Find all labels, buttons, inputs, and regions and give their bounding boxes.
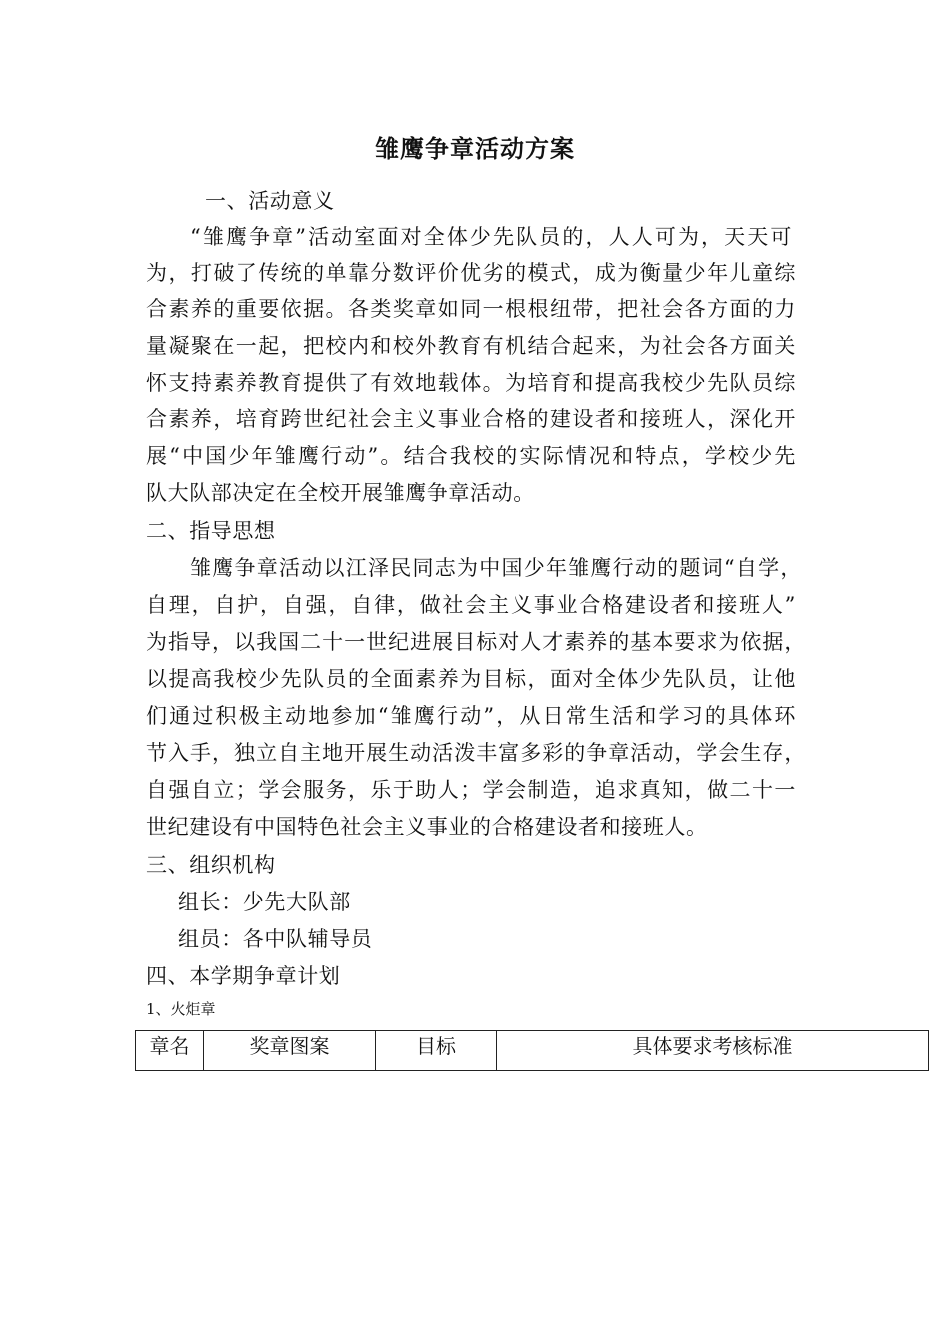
paragraph-line: 为指导，以我国二十一世纪进展目标对人才素养的基本要求为依据， <box>146 630 806 654</box>
paragraph-line: 队大队部决定在全校开展雏鹰争章活动。 <box>146 481 535 505</box>
paragraph-line: 量凝聚在一起，把校内和校外教育有机结合起来，为社会各方面关 <box>146 334 796 358</box>
document-title: 雏鹰争章活动方案 <box>375 135 575 163</box>
organization-members: 组员：各中队辅导员 <box>178 927 373 951</box>
paragraph-line: 展“中国少年雏鹰行动”。结合我校的实际情况和特点，学校少先 <box>146 444 796 468</box>
paragraph-line: 合素养的重要依据。各类奖章如同一根根纽带，把社会各方面的力 <box>146 297 796 321</box>
paragraph-line: 自理，自护，自强，自律，做社会主义事业合格建设者和接班人” <box>146 593 796 617</box>
section-heading-significance: 一、活动意义 <box>205 189 335 213</box>
paragraph-line: 自强自立；学会服务，乐于助人；学会制造，追求真知，做二十一 <box>146 778 796 802</box>
paragraph-line: 怀支持素养教育提供了有效地载体。为培育和提高我校少先队员综 <box>146 371 796 395</box>
table-header-requirements: 具体要求考核标准 <box>497 1031 929 1071</box>
section-heading-guiding-ideology: 二、指导思想 <box>146 519 276 543</box>
table-header-badge-name: 章名 <box>136 1031 204 1071</box>
paragraph-line: 以提高我校少先队员的全面素养为目标，面对全体少先队员，让他 <box>146 667 796 691</box>
paragraph-line: 世纪建设有中国特色社会主义事业的合格建设者和接班人。 <box>146 815 708 839</box>
paragraph-line: “雏鹰争章”活动室面对全体少先队员的，人人可为，天天可 <box>190 225 792 249</box>
paragraph-line: 雏鹰争章活动以江泽民同志为中国少年雏鹰行动的题词“自学， <box>190 556 802 580</box>
paragraph-line: 合素养，培育跨世纪社会主义事业合格的建设者和接班人，深化开 <box>146 407 796 431</box>
table-header-goal: 目标 <box>376 1031 497 1071</box>
organization-leader: 组长：少先大队部 <box>178 890 351 914</box>
table-header-badge-design: 奖章图案 <box>204 1031 376 1071</box>
section-heading-organization: 三、组织机构 <box>146 853 276 877</box>
paragraph-line: 们通过积极主动地参加“雏鹰行动”，从日常生活和学习的具体环 <box>146 704 796 728</box>
badge-plan-table <box>135 1030 929 1071</box>
paragraph-line: 节入手，独立自主地开展生动活泼丰富多彩的争章活动，学会生存， <box>146 741 806 765</box>
table-header-row <box>136 1031 929 1071</box>
section-heading-semester-plan: 四、本学期争章计划 <box>146 964 341 988</box>
paragraph-line: 为，打破了传统的单靠分数评价优劣的模式，成为衡量少年儿童综 <box>146 261 796 285</box>
subheading-torch-badge: 1、火炬章 <box>146 1000 216 1018</box>
